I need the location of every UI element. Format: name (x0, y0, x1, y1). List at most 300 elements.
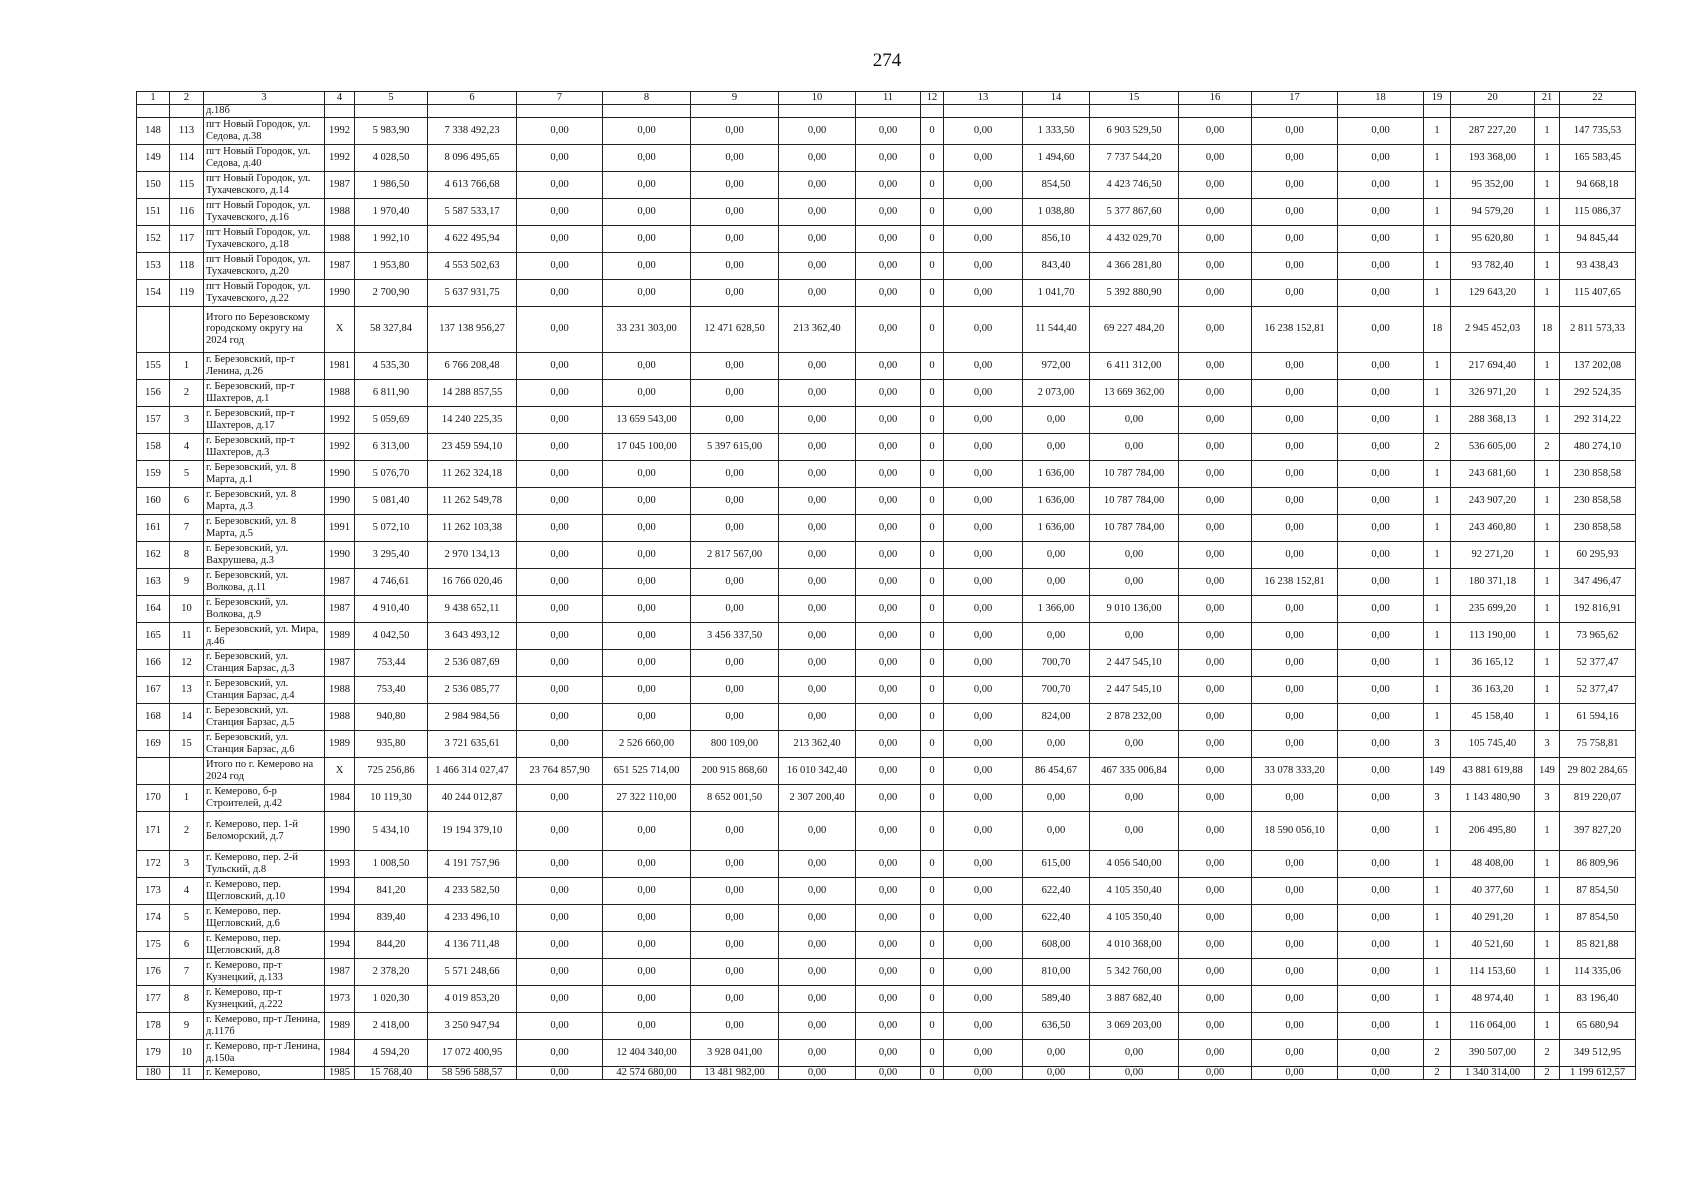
col-11-cell: 0,00 (856, 703, 921, 730)
address-cell: пгт Новый Городок, ул. Тухачевского, д.16 (204, 198, 325, 225)
col-9-cell: 0,00 (691, 649, 779, 676)
col-11-cell: 0,00 (856, 144, 921, 171)
col-10-cell: 0,00 (779, 460, 856, 487)
col-17-cell: 0,00 (1252, 514, 1338, 541)
col-19-cell: 1 (1424, 877, 1451, 904)
col-10-cell: 0,00 (779, 622, 856, 649)
col-10-cell: 0,00 (779, 198, 856, 225)
col-12-cell: 0 (921, 198, 944, 225)
col-14-cell: 1 636,00 (1023, 514, 1090, 541)
col-8-cell: 33 231 303,00 (603, 306, 691, 352)
total-cost-cell: 137 138 956,27 (428, 306, 517, 352)
col-8-cell: 0,00 (603, 352, 691, 379)
column-number-header: 19 (1424, 92, 1451, 105)
year-built-cell: 1988 (325, 703, 355, 730)
col-19-cell: 1 (1424, 958, 1451, 985)
col-16-cell: 0,00 (1179, 676, 1252, 703)
col-17-cell: 0,00 (1252, 379, 1338, 406)
year-built-cell: 1992 (325, 144, 355, 171)
col-13-cell: 0,00 (944, 198, 1023, 225)
col-10-cell: 0,00 (779, 703, 856, 730)
col-17-cell: 0,00 (1252, 784, 1338, 811)
col-15-cell: 5 392 880,90 (1090, 279, 1179, 306)
col-18-cell: 0,00 (1338, 985, 1424, 1012)
row-number-cell: 164 (137, 595, 170, 622)
col-19-cell: 1 (1424, 850, 1451, 877)
col-20-cell: 193 368,00 (1451, 144, 1535, 171)
col-17-cell: 0,00 (1252, 144, 1338, 171)
col-15-cell: 0,00 (1090, 1039, 1179, 1066)
col-10-cell: 0,00 (779, 568, 856, 595)
col-18-cell: 0,00 (1338, 1012, 1424, 1039)
col-11-cell: 0,00 (856, 406, 921, 433)
col-7-cell: 0,00 (517, 406, 603, 433)
col-20-cell: 93 782,40 (1451, 252, 1535, 279)
area-cell: 4 028,50 (355, 144, 428, 171)
col-12-cell: 0 (921, 676, 944, 703)
col-9-cell: 13 481 982,00 (691, 1066, 779, 1079)
col-12-cell: 0 (921, 487, 944, 514)
col-10-cell: 0,00 (779, 877, 856, 904)
col-16-cell: 0,00 (1179, 433, 1252, 460)
item-number-cell: 6 (170, 931, 204, 958)
col-20-cell: 206 495,80 (1451, 811, 1535, 850)
col-7-cell: 0,00 (517, 985, 603, 1012)
address-cell: г. Березовский, пр-т Шахтеров, д.17 (204, 406, 325, 433)
item-number-cell: 4 (170, 877, 204, 904)
address-cell: г. Березовский, ул. Волкова, д.9 (204, 595, 325, 622)
col-11-cell: 0,00 (856, 904, 921, 931)
col-21-cell: 2 (1535, 1039, 1560, 1066)
col-19-cell: 3 (1424, 730, 1451, 757)
year-built-cell: X (325, 757, 355, 784)
row-number-cell: 165 (137, 622, 170, 649)
col-17-cell: 0,00 (1252, 730, 1338, 757)
col-9-cell: 0,00 (691, 931, 779, 958)
col-11-cell: 0,00 (856, 985, 921, 1012)
item-number-cell: 119 (170, 279, 204, 306)
row-number-cell: 173 (137, 877, 170, 904)
col-13-cell: 0,00 (944, 460, 1023, 487)
item-number-cell: 9 (170, 1012, 204, 1039)
col-20-cell: 536 605,00 (1451, 433, 1535, 460)
col-22-cell: 347 496,47 (1560, 568, 1636, 595)
col-12-cell: 0 (921, 622, 944, 649)
col-20-cell: 36 165,12 (1451, 649, 1535, 676)
col-10-cell: 0,00 (779, 1012, 856, 1039)
col-22-cell: 61 594,16 (1560, 703, 1636, 730)
col-21-cell: 1 (1535, 850, 1560, 877)
col-18-cell: 0,00 (1338, 676, 1424, 703)
col-20-cell: 390 507,00 (1451, 1039, 1535, 1066)
col-21-cell: 1 (1535, 514, 1560, 541)
col-22-cell: 2 811 573,33 (1560, 306, 1636, 352)
total-cost-cell: 1 466 314 027,47 (428, 757, 517, 784)
col-15-cell: 4 105 350,40 (1090, 877, 1179, 904)
col-13-cell: 0,00 (944, 352, 1023, 379)
col-19-cell: 1 (1424, 279, 1451, 306)
col-10-cell: 0,00 (779, 904, 856, 931)
col-11-cell: 0,00 (856, 622, 921, 649)
row-number-cell: 158 (137, 433, 170, 460)
col-12-cell: 0 (921, 541, 944, 568)
col-21-cell: 1 (1535, 811, 1560, 850)
col-18-cell: 0,00 (1338, 649, 1424, 676)
table-row (137, 877, 1636, 904)
col-18-cell: 0,00 (1338, 595, 1424, 622)
col-21-cell: 1 (1535, 379, 1560, 406)
col-20-cell: 235 699,20 (1451, 595, 1535, 622)
col-16-cell: 0,00 (1179, 379, 1252, 406)
area-cell: 1 970,40 (355, 198, 428, 225)
col-22-cell: 349 512,95 (1560, 1039, 1636, 1066)
col-10-cell: 0,00 (779, 649, 856, 676)
col-16-cell: 0,00 (1179, 877, 1252, 904)
item-number-cell (170, 306, 204, 352)
total-cost-cell: 4 622 495,94 (428, 225, 517, 252)
col-19-cell: 1 (1424, 225, 1451, 252)
col-21-cell: 1 (1535, 958, 1560, 985)
row-number-cell: 171 (137, 811, 170, 850)
continuation-address-cell: д.18б (204, 105, 325, 118)
table-row (137, 811, 1636, 850)
col-15-cell: 10 787 784,00 (1090, 487, 1179, 514)
col-21-cell: 149 (1535, 757, 1560, 784)
col-11-cell: 0,00 (856, 279, 921, 306)
col-18-cell: 0,00 (1338, 252, 1424, 279)
col-22-cell: 292 524,35 (1560, 379, 1636, 406)
col-15-cell: 4 432 029,70 (1090, 225, 1179, 252)
col-14-cell: 0,00 (1023, 784, 1090, 811)
col-16-cell: 0,00 (1179, 958, 1252, 985)
address-cell: г. Кемерово, пр-т Ленина, д.150а (204, 1039, 325, 1066)
col-9-cell: 0,00 (691, 379, 779, 406)
col-21-cell: 1 (1535, 144, 1560, 171)
col-14-cell: 1 636,00 (1023, 460, 1090, 487)
col-17-cell: 0,00 (1252, 225, 1338, 252)
col-8-cell: 0,00 (603, 985, 691, 1012)
col-7-cell: 0,00 (517, 379, 603, 406)
address-cell: г. Березовский, пр-т Ленина, д.26 (204, 352, 325, 379)
col-22-cell: 397 827,20 (1560, 811, 1636, 850)
item-number-cell: 14 (170, 703, 204, 730)
col-11-cell: 0,00 (856, 460, 921, 487)
year-built-cell: 1987 (325, 568, 355, 595)
col-14-cell: 1 494,60 (1023, 144, 1090, 171)
year-built-cell: 1987 (325, 649, 355, 676)
col-15-cell: 9 010 136,00 (1090, 595, 1179, 622)
year-built-cell: 1994 (325, 877, 355, 904)
col-11-cell: 0,00 (856, 433, 921, 460)
col-10-cell: 0,00 (779, 514, 856, 541)
col-9-cell: 0,00 (691, 568, 779, 595)
row-number-cell: 149 (137, 144, 170, 171)
col-19-cell: 1 (1424, 252, 1451, 279)
col-17-cell: 0,00 (1252, 279, 1338, 306)
col-15-cell: 3 069 203,00 (1090, 1012, 1179, 1039)
total-cost-cell: 11 262 103,38 (428, 514, 517, 541)
col-13-cell: 0,00 (944, 144, 1023, 171)
col-14-cell: 1 366,00 (1023, 595, 1090, 622)
col-8-cell: 0,00 (603, 877, 691, 904)
col-18-cell: 0,00 (1338, 225, 1424, 252)
col-7-cell: 0,00 (517, 1012, 603, 1039)
col-11-cell: 0,00 (856, 595, 921, 622)
column-number-header: 12 (921, 92, 944, 105)
col-13-cell: 0,00 (944, 225, 1023, 252)
address-cell: г. Березовский, пр-т Шахтеров, д.3 (204, 433, 325, 460)
col-18-cell: 0,00 (1338, 622, 1424, 649)
col-16-cell: 0,00 (1179, 1039, 1252, 1066)
col-8-cell: 0,00 (603, 622, 691, 649)
col-7-cell: 0,00 (517, 117, 603, 144)
col-20-cell: 114 153,60 (1451, 958, 1535, 985)
col-19-cell: 2 (1424, 1066, 1451, 1079)
col-14-cell: 622,40 (1023, 877, 1090, 904)
year-built-cell: 1990 (325, 541, 355, 568)
col-15-cell: 4 010 368,00 (1090, 931, 1179, 958)
col-18-cell: 0,00 (1338, 904, 1424, 931)
col-14-cell: 0,00 (1023, 541, 1090, 568)
table-body (137, 92, 1636, 1080)
col-19-cell: 1 (1424, 649, 1451, 676)
col-13-cell: 0,00 (944, 568, 1023, 595)
col-22-cell: 60 295,93 (1560, 541, 1636, 568)
col-9-cell: 3 928 041,00 (691, 1039, 779, 1066)
item-number-cell: 3 (170, 850, 204, 877)
col-8-cell: 0,00 (603, 252, 691, 279)
housing-register-table (136, 91, 1636, 1080)
area-cell: 940,80 (355, 703, 428, 730)
col-14-cell: 1 333,50 (1023, 117, 1090, 144)
item-number-cell: 116 (170, 198, 204, 225)
year-built-cell: 1993 (325, 850, 355, 877)
column-number-header: 6 (428, 92, 517, 105)
table-row (137, 225, 1636, 252)
col-20-cell: 288 368,13 (1451, 406, 1535, 433)
col-22-cell: 29 802 284,65 (1560, 757, 1636, 784)
col-10-cell: 213 362,40 (779, 306, 856, 352)
col-12-cell: 0 (921, 1039, 944, 1066)
area-cell: 839,40 (355, 904, 428, 931)
item-number-cell: 8 (170, 985, 204, 1012)
col-14-cell: 700,70 (1023, 649, 1090, 676)
row-number-cell: 152 (137, 225, 170, 252)
col-17-cell: 0,00 (1252, 676, 1338, 703)
col-12-cell: 0 (921, 958, 944, 985)
col-11-cell: 0,00 (856, 1039, 921, 1066)
year-built-cell: 1994 (325, 904, 355, 931)
col-22-cell: 115 086,37 (1560, 198, 1636, 225)
year-built-cell: 1994 (325, 931, 355, 958)
area-cell: 4 535,30 (355, 352, 428, 379)
col-13-cell: 0,00 (944, 877, 1023, 904)
year-built-cell: 1987 (325, 958, 355, 985)
col-9-cell: 0,00 (691, 595, 779, 622)
col-10-cell: 0,00 (779, 379, 856, 406)
col-9-cell: 0,00 (691, 487, 779, 514)
col-7-cell: 0,00 (517, 568, 603, 595)
col-15-cell: 10 787 784,00 (1090, 460, 1179, 487)
col-9-cell: 0,00 (691, 252, 779, 279)
col-14-cell: 700,70 (1023, 676, 1090, 703)
table-row (137, 649, 1636, 676)
col-14-cell: 1 636,00 (1023, 487, 1090, 514)
col-18-cell: 0,00 (1338, 460, 1424, 487)
area-cell: 1 992,10 (355, 225, 428, 252)
address-cell: пгт Новый Городок, ул. Седова, д.40 (204, 144, 325, 171)
col-8-cell: 0,00 (603, 568, 691, 595)
col-8-cell: 27 322 110,00 (603, 784, 691, 811)
col-13-cell: 0,00 (944, 487, 1023, 514)
col-7-cell: 0,00 (517, 595, 603, 622)
col-21-cell: 1 (1535, 487, 1560, 514)
col-17-cell: 0,00 (1252, 460, 1338, 487)
row-number-cell: 153 (137, 252, 170, 279)
col-10-cell: 0,00 (779, 487, 856, 514)
col-17-cell: 16 238 152,81 (1252, 306, 1338, 352)
col-18-cell: 0,00 (1338, 144, 1424, 171)
area-cell: 5 081,40 (355, 487, 428, 514)
col-12-cell: 0 (921, 433, 944, 460)
col-7-cell: 0,00 (517, 514, 603, 541)
col-7-cell: 0,00 (517, 279, 603, 306)
item-number-cell: 11 (170, 622, 204, 649)
col-10-cell: 0,00 (779, 1066, 856, 1079)
row-number-cell: 150 (137, 171, 170, 198)
item-number-cell: 6 (170, 487, 204, 514)
col-14-cell: 854,50 (1023, 171, 1090, 198)
col-12-cell: 0 (921, 225, 944, 252)
item-number-cell: 3 (170, 406, 204, 433)
table-row (137, 460, 1636, 487)
item-number-cell: 4 (170, 433, 204, 460)
total-cost-cell: 2 536 087,69 (428, 649, 517, 676)
col-10-cell: 0,00 (779, 279, 856, 306)
column-number-header: 10 (779, 92, 856, 105)
col-7-cell: 23 764 857,90 (517, 757, 603, 784)
address-cell: Итого по г. Кемерово на 2024 год (204, 757, 325, 784)
total-cost-cell: 3 250 947,94 (428, 1012, 517, 1039)
table-row (137, 171, 1636, 198)
col-18-cell: 0,00 (1338, 487, 1424, 514)
col-9-cell: 800 109,00 (691, 730, 779, 757)
area-cell: 4 042,50 (355, 622, 428, 649)
col-16-cell: 0,00 (1179, 931, 1252, 958)
col-16-cell: 0,00 (1179, 144, 1252, 171)
col-20-cell: 180 371,18 (1451, 568, 1535, 595)
col-15-cell: 4 423 746,50 (1090, 171, 1179, 198)
col-19-cell: 1 (1424, 171, 1451, 198)
col-14-cell: 0,00 (1023, 1039, 1090, 1066)
col-12-cell: 0 (921, 850, 944, 877)
address-cell: г. Кемерово, пр-т Ленина, д.117б (204, 1012, 325, 1039)
col-20-cell: 243 681,60 (1451, 460, 1535, 487)
col-17-cell: 0,00 (1252, 703, 1338, 730)
col-13-cell: 0,00 (944, 757, 1023, 784)
row-number-cell: 154 (137, 279, 170, 306)
item-number-cell: 117 (170, 225, 204, 252)
column-number-header: 1 (137, 92, 170, 105)
col-21-cell: 1 (1535, 1012, 1560, 1039)
area-cell: 6 313,00 (355, 433, 428, 460)
col-22-cell: 65 680,94 (1560, 1012, 1636, 1039)
col-21-cell: 1 (1535, 352, 1560, 379)
row-number-cell: 167 (137, 676, 170, 703)
address-cell: г. Березовский, ул. Станция Барзас, д.6 (204, 730, 325, 757)
col-14-cell: 11 544,40 (1023, 306, 1090, 352)
col-7-cell: 0,00 (517, 433, 603, 460)
col-14-cell: 0,00 (1023, 730, 1090, 757)
row-number-cell: 157 (137, 406, 170, 433)
col-14-cell: 608,00 (1023, 931, 1090, 958)
column-number-row (137, 92, 1636, 105)
col-22-cell: 114 335,06 (1560, 958, 1636, 985)
address-cell: Итого по Березовскому городскому округу на 2024 год (204, 306, 325, 352)
col-21-cell: 1 (1535, 117, 1560, 144)
col-12-cell: 0 (921, 904, 944, 931)
col-9-cell: 0,00 (691, 117, 779, 144)
col-19-cell: 1 (1424, 595, 1451, 622)
col-8-cell: 0,00 (603, 703, 691, 730)
col-8-cell: 0,00 (603, 117, 691, 144)
table-row (137, 568, 1636, 595)
col-9-cell: 0,00 (691, 676, 779, 703)
col-18-cell: 0,00 (1338, 784, 1424, 811)
address-cell: г. Кемерово, (204, 1066, 325, 1079)
col-12-cell: 0 (921, 703, 944, 730)
col-8-cell: 0,00 (603, 487, 691, 514)
col-9-cell: 0,00 (691, 514, 779, 541)
col-8-cell: 0,00 (603, 379, 691, 406)
col-17-cell: 0,00 (1252, 850, 1338, 877)
col-18-cell: 0,00 (1338, 117, 1424, 144)
item-number-cell: 9 (170, 568, 204, 595)
col-7-cell: 0,00 (517, 877, 603, 904)
col-8-cell: 17 045 100,00 (603, 433, 691, 460)
col-8-cell: 0,00 (603, 171, 691, 198)
col-21-cell: 1 (1535, 279, 1560, 306)
address-cell: пгт Новый Городок, ул. Седова, д.38 (204, 117, 325, 144)
col-7-cell: 0,00 (517, 541, 603, 568)
col-18-cell: 0,00 (1338, 568, 1424, 595)
col-20-cell: 92 271,20 (1451, 541, 1535, 568)
col-9-cell: 8 652 001,50 (691, 784, 779, 811)
col-20-cell: 1 340 314,00 (1451, 1066, 1535, 1079)
col-18-cell: 0,00 (1338, 379, 1424, 406)
col-22-cell: 52 377,47 (1560, 649, 1636, 676)
year-built-cell: 1988 (325, 198, 355, 225)
table-row (137, 252, 1636, 279)
address-cell: пгт Новый Городок, ул. Тухачевского, д.18 (204, 225, 325, 252)
col-17-cell: 0,00 (1252, 595, 1338, 622)
col-11-cell: 0,00 (856, 117, 921, 144)
row-number-cell: 177 (137, 985, 170, 1012)
area-cell: 844,20 (355, 931, 428, 958)
col-16-cell: 0,00 (1179, 568, 1252, 595)
col-12-cell: 0 (921, 117, 944, 144)
col-20-cell: 45 158,40 (1451, 703, 1535, 730)
col-16-cell: 0,00 (1179, 117, 1252, 144)
col-19-cell: 1 (1424, 904, 1451, 931)
area-cell: 753,40 (355, 676, 428, 703)
year-built-cell: 1989 (325, 622, 355, 649)
col-17-cell: 0,00 (1252, 622, 1338, 649)
col-20-cell: 116 064,00 (1451, 1012, 1535, 1039)
col-15-cell: 5 377 867,60 (1090, 198, 1179, 225)
col-10-cell: 0,00 (779, 225, 856, 252)
col-7-cell: 0,00 (517, 225, 603, 252)
